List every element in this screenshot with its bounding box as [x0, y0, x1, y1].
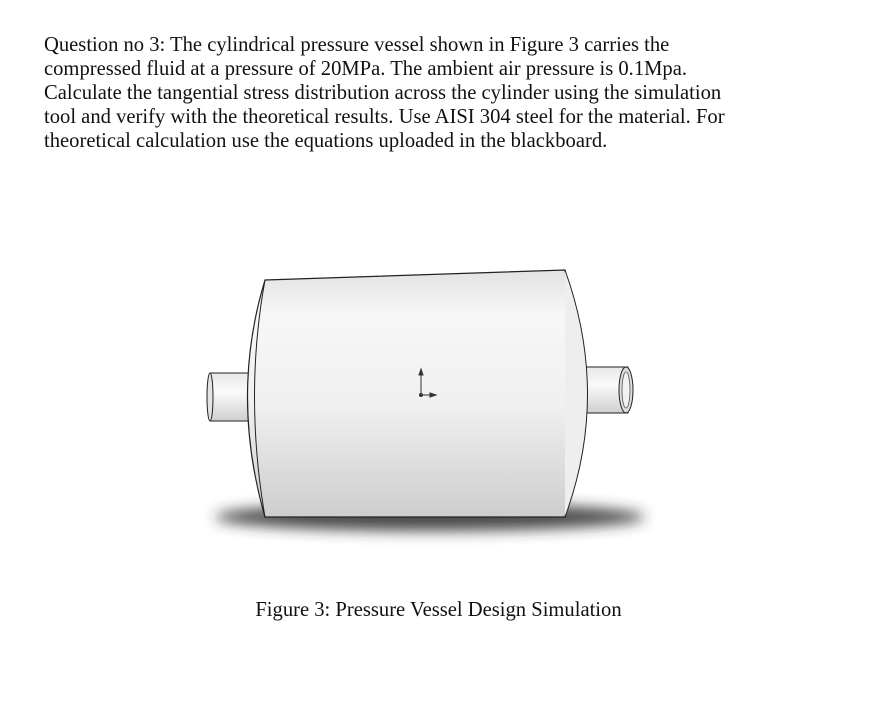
right-end-cap-edge — [565, 270, 588, 517]
question-line: theoretical calculation use the equations uploaded in the blackboard. — [44, 130, 608, 152]
figure-caption: Figure 3: Pressure Vessel Design Simulation — [255, 599, 622, 621]
right-nozzle-inner — [622, 372, 630, 408]
left-nozzle-end — [207, 373, 213, 421]
question-line: Calculate the tangential stress distribution across the cylinder using the simulation — [44, 82, 722, 104]
question-line: tool and verify with the theoretical results. Use AISI 304 steel for the material. For — [44, 106, 725, 128]
vessel-body — [248, 270, 583, 517]
question-text — [44, 33, 834, 177]
question-line: compressed fluid at a pressure of 20MPa. The ambient air pressure is 0.1Mpa. — [44, 58, 688, 80]
pressure-vessel-figure — [180, 255, 680, 555]
question-line: Question no 3: The cylindrical pressure vessel shown in Figure 3 carries the — [44, 34, 670, 56]
